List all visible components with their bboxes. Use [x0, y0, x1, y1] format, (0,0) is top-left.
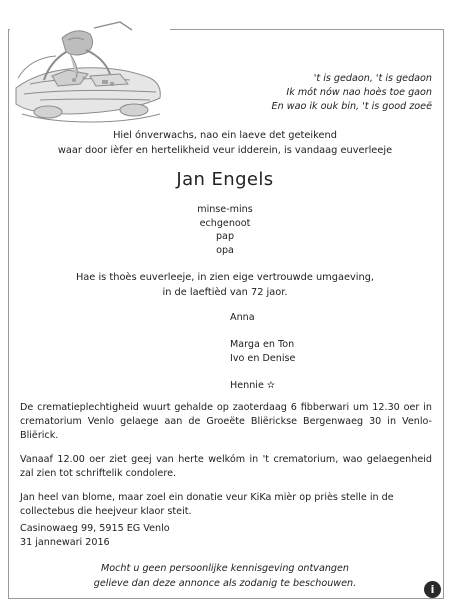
footer-line: Mocht u geen persoonlijke kennisgeving ontvangen: [101, 563, 349, 574]
poem-line: En wao ik ouk bin, 't is good zoeë: [271, 101, 432, 112]
family-member: Hennie ✫: [230, 379, 275, 391]
deceased-name: Jan Engels: [176, 169, 274, 190]
passing-line: Hae is thoès euverleeje, in zien eige vertrouwde umgaeving,: [75, 272, 375, 283]
intro-line: Hiel ónverwachs, nao ein laeve det geteikend: [113, 130, 337, 141]
intro-text: [0, 128, 450, 158]
role-item: opa: [216, 244, 234, 256]
address-street: Casinowaeg 99, 5915 EG Venlo: [20, 523, 170, 534]
family-member: Ivo en Denise: [230, 352, 296, 364]
role-item: minse-mins: [197, 204, 253, 215]
family-member: Marga en Ton: [230, 339, 295, 350]
mechanic-car-drawing: [10, 18, 170, 130]
donation-paragraph: Jan heel van blome, maar zoel ein donatie veur KiKa mièr op priès stelle in de collectebus die heejveur klaor steit.: [20, 492, 394, 518]
family-list: [230, 311, 295, 392]
passing-text: [0, 270, 450, 300]
poem-line: 't is gedaon, 't is gedaon: [313, 73, 432, 84]
passing-line: in de laeftièd van 72 jaor.: [162, 287, 288, 298]
cremation-paragraph: De crematieplechtigheid wuurt gehalde op zaoterdaag 6 fibberwari um 12.30 oer in crematorium Venlo gelaege aan de Groeëte Bliërickse Bergenwaeg 30 in Venlo-Bliërick.: [20, 402, 432, 442]
mechanic-illustration: [10, 18, 170, 130]
service-details: [20, 401, 432, 529]
intro-line: waar door ièfer en hertelikheid veur idderein, is vandaag euverleeje: [57, 145, 393, 156]
roles-list: [0, 203, 450, 257]
condolence-paragraph: Vanaaf 12.00 oer ziet geej van herte welkóm in 't crematorium, wao gelaegenheid zal zien tot schriftelik condolere.: [20, 454, 432, 480]
family-member: Anna: [230, 312, 255, 323]
footer-note: [0, 562, 450, 591]
role-item: pap: [215, 231, 235, 242]
announcement-date: 31 jannewari 2016: [20, 537, 110, 549]
address-block: [20, 522, 170, 550]
poem-line: Ik mót nów nao hoès toe gaon: [286, 87, 432, 98]
footer-line: gelieve dan deze annonce als zodanig te beschouwen.: [93, 577, 357, 589]
poem: [192, 72, 432, 114]
role-item: echgenoot: [199, 217, 251, 229]
info-icon[interactable]: i: [424, 581, 441, 598]
